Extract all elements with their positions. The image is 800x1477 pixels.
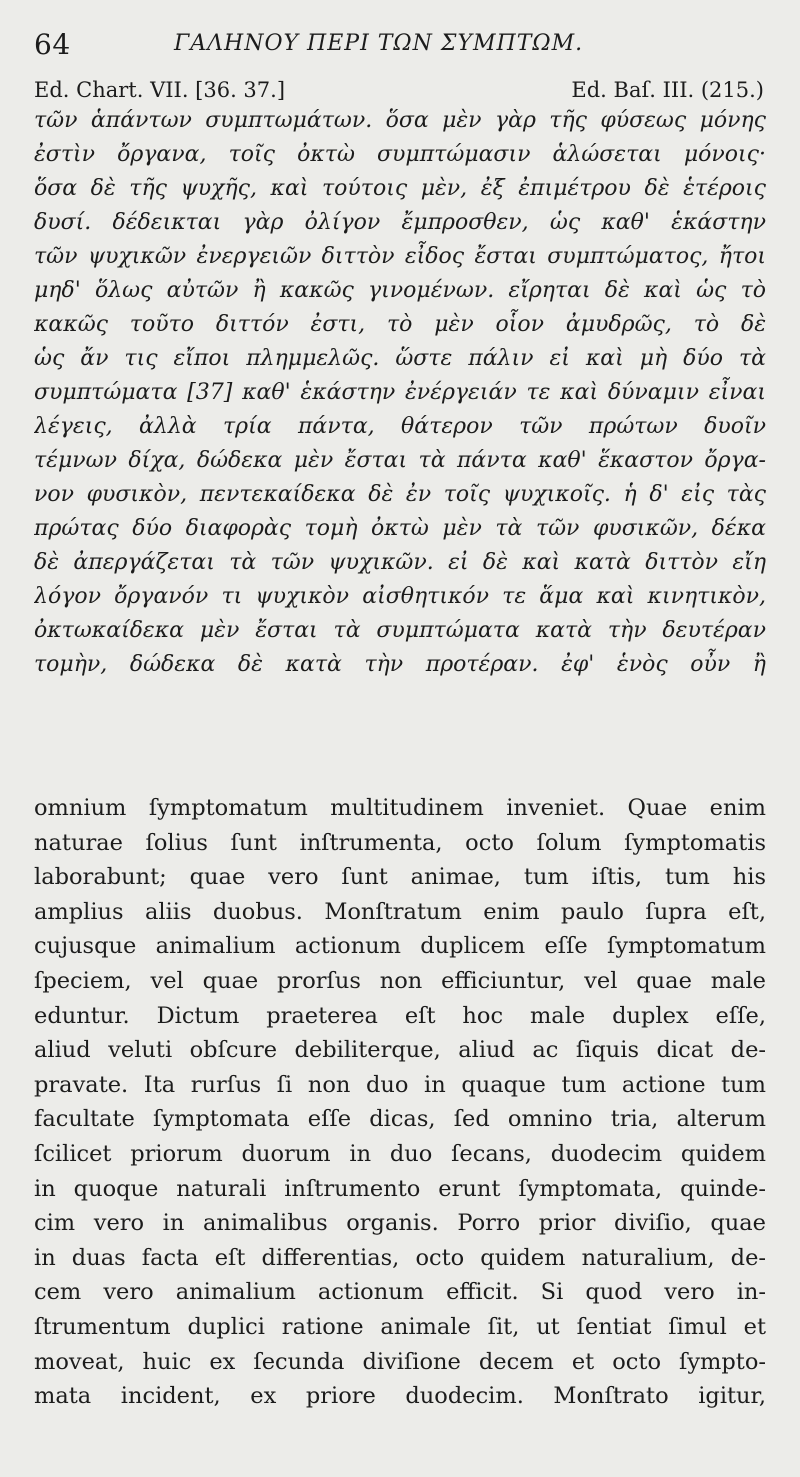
greek-line: τῶν ψυχικῶν ἐνεργειῶν διττὸν εἶδος ἔσται συμπτώματος, ἤτοι [34, 244, 766, 269]
greek-line: ὀκτωκαίδεκα μὲν ἔσται τὰ συμπτώματα κατὰ τὴν δευτέραν [34, 618, 766, 643]
greek-line: ἐστὶν ὄργανα, τοῖς ὀκτὼ συμπτώμασιν ἁλώσεται μόνοις· [34, 142, 766, 167]
latin-line: naturae ſolius ſunt inſtrumenta, octo ſolum ſymptomatis [34, 829, 766, 856]
latin-line: cem vero animalium actionum efficit. Si quod vero in- [34, 1279, 766, 1306]
greek-line: μηδ' ὅλως αὐτῶν ἢ κακῶς γινομένων. εἴρηται δὲ καὶ ὡς τὸ [34, 278, 766, 303]
greek-line: λόγον ὄργανόν τι ψυχικὸν αἰσθητικόν τε ἅμα καὶ κινητικὸν, [34, 584, 766, 609]
edition-ref-basel: Ed. Baſ. III. (215.) [571, 78, 764, 102]
latin-line: in quoque naturali inſtrumento erunt ſymptomata, quinde- [34, 1175, 766, 1202]
greek-line: ὡς ἄν τις εἴποι πλημμελῶς. ὥστε πάλιν εἰ καὶ μὴ δύο τὰ [34, 346, 766, 371]
latin-line: amplius aliis duobus. Monſtratum enim paulo ſupra eſt, [34, 898, 766, 925]
latin-line: pravate. Ita rurſus ſi non duo in quaque tum actione tum [34, 1071, 766, 1098]
greek-line: ὅσα δὲ τῆς ψυχῆς, καὶ τούτοις μὲν, ἐξ ἐπιμέτρου δὲ ἑτέροις [34, 176, 766, 201]
greek-line: κακῶς τοῦτο διττόν ἐστι, τὸ μὲν οἷον ἀμυδρῶς, τὸ δὲ [34, 312, 766, 337]
edition-ref-chartier: Ed. Chart. VII. [36. 37.] [34, 78, 286, 102]
running-title: ΓΑΛΗΝΟΥ ΠΕΡΙ ΤΩΝ ΣΥΜΠΤΩΜ. [174, 31, 584, 56]
latin-line: omnium ſymptomatum multitudinem inveniet. Quae enim [34, 795, 766, 821]
greek-line: νον φυσικὸν, πεντεκαίδεκα δὲ ἐν τοῖς ψυχικοῖς. ἡ δ' εἰς τὰς [34, 482, 766, 507]
greek-line: τέμνων δίχα, δώδεκα μὲν ἔσται τὰ πάντα καθ' ἕκαστον ὄργα- [34, 448, 766, 473]
greek-text-block [34, 104, 766, 682]
greek-line: λέγεις, ἀλλὰ τρία πάντα, θάτερον τῶν πρώτων δυοῖν [34, 414, 766, 439]
latin-line: ſcilicet priorum duorum in duo ſecans, duodecim quidem [34, 1140, 766, 1167]
page-header [34, 28, 764, 62]
latin-text-block [34, 791, 766, 1414]
latin-line: in duas facta eſt differentias, octo quidem naturalium, de- [34, 1244, 766, 1271]
latin-line: cim vero in animalibus organis. Porro prior diviſio, quae [34, 1210, 766, 1237]
latin-line: ſpeciem, vel quae prorſus non efficiuntur, vel quae male [34, 967, 766, 994]
latin-line: eduntur. Dictum praeterea eſt hoc male duplex eſſe, [34, 1002, 766, 1029]
page-number: 64 [34, 28, 71, 61]
latin-line: mata incident, ex priore duodecim. Monſtrato igitur, [34, 1383, 766, 1410]
latin-line: cujusque animalium actionum duplicem eſſe ſymptomatum [34, 933, 766, 960]
edition-references [34, 78, 764, 106]
greek-line: δυσί. δέδεικται γὰρ ὀλίγον ἔμπροσθεν, ὡς καθ' ἑκάστην [34, 210, 766, 235]
greek-line: τομὴν, δώδεκα δὲ κατὰ τὴν προτέραν. ἐφ' ἑνὸς οὖν ἢ [34, 652, 766, 677]
latin-line: laborabunt; quae vero ſunt animae, tum iſtis, tum his [34, 864, 766, 891]
greek-line: τῶν ἁπάντων συμπτωμάτων. ὅσα μὲν γὰρ τῆς φύσεως μόνης [34, 108, 766, 133]
greek-line: συμπτώματα [37] καθ' ἑκάστην ἐνέργειάν τε καὶ δύναμιν εἶναι [34, 380, 766, 405]
greek-line: δὲ ἀπεργάζεται τὰ τῶν ψυχικῶν. εἰ δὲ καὶ κατὰ διττὸν εἴη [34, 550, 766, 575]
latin-line: ſtrumentum duplici ratione animale ſit, ut ſentiat ſimul et [34, 1313, 766, 1340]
latin-line: moveat, huic ex ſecunda diviſione decem et octo ſympto- [34, 1348, 766, 1375]
latin-line: aliud veluti obſcure debiliterque, aliud ac ſiquis dicat de- [34, 1037, 766, 1064]
latin-line: facultate ſymptomata eſſe dicas, ſed omnino tria, alterum [34, 1106, 766, 1133]
greek-line: πρώτας δύο διαφορὰς τομὴ ὀκτὼ μὲν τὰ τῶν φυσικῶν, δέκα [34, 516, 766, 541]
